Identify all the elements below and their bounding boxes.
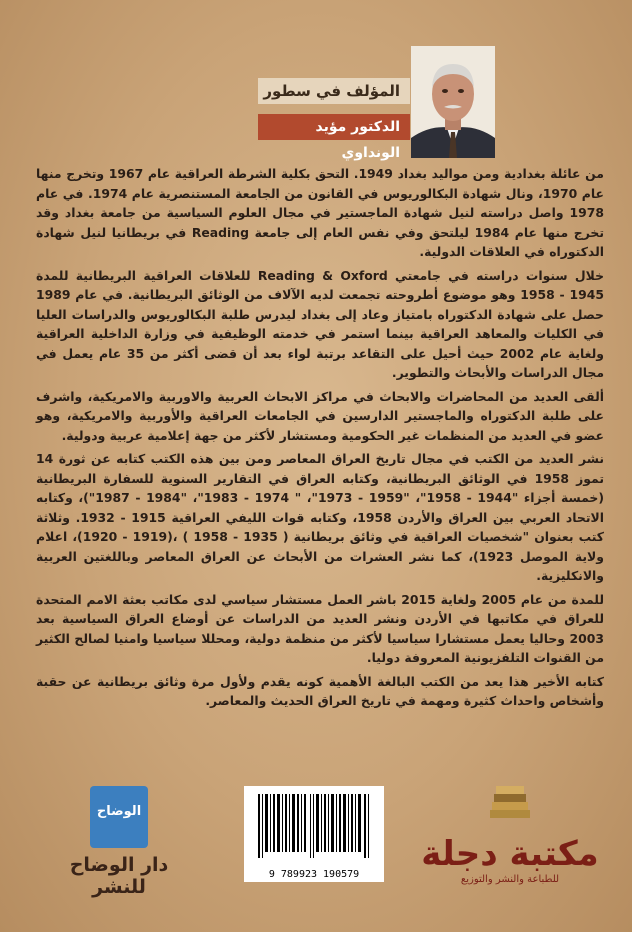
books-icon bbox=[482, 780, 538, 826]
publisher-alwaddah bbox=[44, 780, 194, 898]
bio-paragraph: من عائلة بغدادية ومن مواليد بغداد 1949. التحق بكلية الشرطة العراقية عام 1967 وتخرج منها عام 1970، ونال شهادة البكالوريوس في القانون من الجامعة المستنصرية عام 1974. في عام 1978 واصل دراسته لنيل شهادة الماجستير في مجال العلوم السياسية من جامعة بغداد وقد تخرج منها عام 1984 ليلتحق وفي نفس العام إلى جامعة Reading في بريطانيا لنيل شهادة الدكتوراه في العلاقات الدولية. bbox=[36, 166, 605, 259]
bio-paragraph: خلال سنوات دراسته في جامعتي Reading & Oxford للعلاقات العراقية البريطانية للمدة 1945 - 1958 وهو موضوع أطروحته تجمعت لديه الآلاف من الوثائق البريطانية. في عام 1989 حصل على شهادة الدكتوراه بامتياز وعاد إلى بغداد ليدرس طلبة البكالوريوس والدراسات العليا في الكليات والمعاهد العراقية بينما استمر في خدمته الوظيفية في وزارة الداخلية العراقية ولغاية عام 2002 حيث أحيل على التقاعد برتبة لواء بعد أن قضى أكثر من 35 عام يعمل في مجال الدراسات والأبحاث والتطوير. bbox=[36, 267, 604, 380]
publisher-dijla bbox=[420, 780, 600, 890]
alwaddah-publisher-name: دار الوضاح للنشر bbox=[69, 854, 169, 898]
bio-paragraph: ألقى العديد من المحاضرات والابحاث في مراكز الابحاث العربية والاوربية والامريكية، واشرف على طلبة الدكتوراه والماجستير الدارسين في الجامعات العراقية والأوربية والامريكية، وهو عضو في العديد من المنظمات غير الحكومية ومستشار لأكثر من جهة إعلامية عربية ودولية. bbox=[36, 388, 604, 443]
isbn-barcode bbox=[244, 786, 384, 882]
alwaddah-logo-text: الوضاح bbox=[96, 804, 142, 819]
bio-paragraph: كتابه الأخير هذا يعد من الكتب البالغة الأهمية كونه يقدم ولأول مرة وثائق بريطانية عن حقبة وأشخاص واحداث كثيرة ومهمة في تاريخ العراق الحديث والمعاصر. bbox=[36, 673, 604, 708]
author-biography bbox=[36, 164, 604, 715]
dijla-tagline: للطباعة والنشر والتوزيع bbox=[460, 874, 560, 885]
author-photo bbox=[411, 46, 495, 158]
isbn-number: 9 789923 190579 bbox=[268, 869, 360, 880]
barcode-icon bbox=[244, 786, 384, 866]
bio-paragraph: للمدة من عام 2005 ولغاية 2015 باشر العمل مستشار سياسي لدى مكاتب بعثة الامم المتحدة للعراق في مكاتبها في الأردن ونشر العديد من الدراسات عن أوضاع العراق السياسية بعد 2003 وحاليا يعمل مستشارا سياسيا لأكثر من منظمة دولية، ومحللا سياسيا وامنيا لصالح الكثير من القنوات التلفزيونية المعروفة دوليا. bbox=[36, 591, 605, 665]
bio-paragraph: نشر العديد من الكتب في مجال تاريخ العراق المعاصر ومن بين هذه الكتب كتابه عن ثورة 14 تموز 1958 في الوثائق البريطانية، وكتابه العراق في التقارير السنوية للسفارة البريطانية (خمسة أجزاء "1944 - 1958"، "1959 - 1973"، " 1974 - 1983"، "1984 - 1987")، وكتابه الاتحاد العربي بين العراق والأردن 1958، وكتابه قوات الليفي العراقية 1915 - 1932. وثلاثة كتب بعنوان "شخصيات العراقية في وثائق بريطانية ( 1935 - 1958 ) ،(1919 - 1920)، اعلام ولاية الموصل 1923)، كما نشر العشرات من الأبحاث عن العراق المعاصر وباللغتين العربية والانكليزية. bbox=[36, 451, 604, 583]
dijla-publisher-name: مكتبة دجلة bbox=[421, 834, 599, 874]
alwaddah-logo bbox=[90, 786, 148, 848]
author-name: الدكتور مؤيد الونداوي bbox=[258, 114, 410, 140]
author-section-title: المؤلف في سطور bbox=[258, 78, 410, 104]
